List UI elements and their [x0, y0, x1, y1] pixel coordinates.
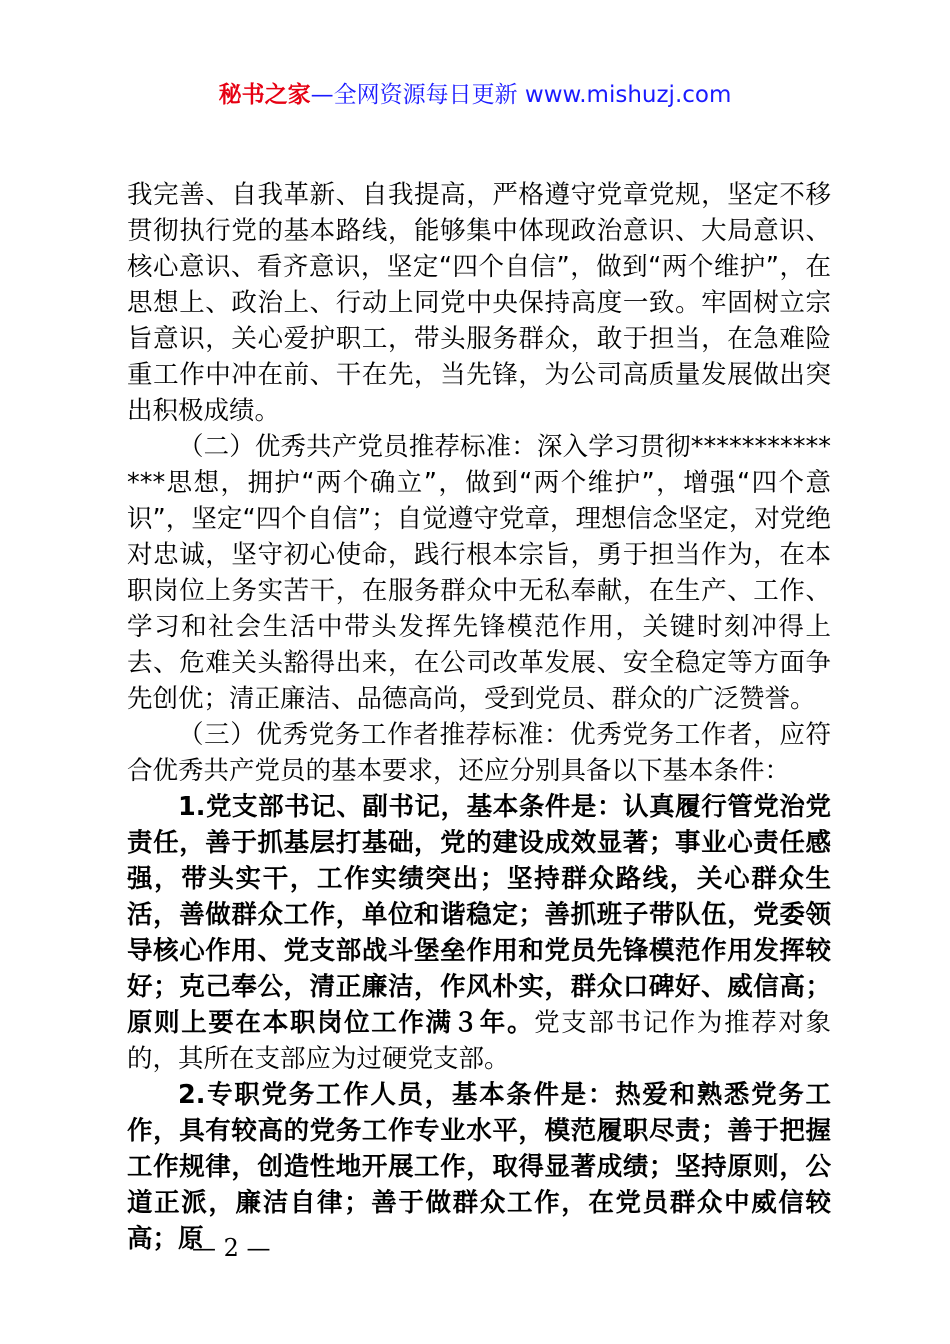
branch-secretary-bold-text: 1.党支部书记、副书记，基本条件是：认真履行管党治党责任，善于抓基层打基础，党的建设成效显著；事业心责任感强，带头实干，工作实绩突出；坚持群众路线，关心群众生活，善做群众工作，单位和谐稳定；善抓班子带队伍，党委领导核心作用、党支部战斗堡垒作用和党员先锋模范作用发挥较好；克己奉公，清正廉洁，作风朴实，群众口碑好、威信高；原则上要在本职岗位工作满３年。	[127, 792, 831, 1038]
paragraph-fulltime-staff-conditions: 2.专职党务工作人员，基本条件是：热爱和熟悉党务工作，具有较高的党务工作专业水平，模范履职尽责；善于把握工作规律，创造性地开展工作，取得显著成绩；坚持原则，公道正派，廉洁自律；善于做群众工作，在党员群众中威信较高；原	[127, 1080, 831, 1254]
paragraph-party-worker-standard: （三）优秀党务工作者推荐标准：优秀党务工作者，应符合优秀共产党员的基本要求，还应分别具备以下基本条件：	[127, 720, 831, 786]
site-banner	[0, 78, 950, 112]
paragraph-continuation: 我完善、自我革新、自我提高，严格遵守党章党规，坚定不移贯彻执行党的基本路线，能够集中体现政治意识、大局意识、核心意识、看齐意识，坚定“四个自信”，做到“两个维护”，在思想上、政治上、行动上同党中央保持高度一致。牢固树立宗旨意识，关心爱护职工，带头服务群众，敢于担当，在急难险重工作中冲在前、干在先，当先锋，为公司高质量发展做出突出积极成绩。	[127, 180, 831, 426]
document-body	[127, 177, 831, 1257]
branch-secretary-note: 党支部书记作为推荐对象的，其所在支部应为过硬党支部。	[127, 1008, 831, 1074]
paragraph-party-member-standard: （二）优秀共产党员推荐标准：深入学习贯彻**************思想，拥护“两个确立”，做到“两个维护”，增强“四个意识”，坚定“四个自信”；自觉遵守党章，理想信念坚定，对党绝对忠诚，坚守初心使命，践行根本宗旨，勇于担当作为，在本职岗位上务实苦干，在服务群众中无私奉献，在生产、工作、学习和社会生活中带头发挥先锋模范作用，关键时刻冲得上去、危难关头豁得出来，在公司改革发展、安全稳定等方面争先创优；清正廉洁、品德高尚，受到党员、群众的广泛赞誉。	[127, 432, 831, 714]
banner-tagline: —全网资源每日更新 www.mishuzj.com	[310, 82, 732, 108]
page-number: — 2 —	[192, 1234, 271, 1262]
banner-brand: 秘书之家	[218, 82, 311, 108]
paragraph-branch-secretary-conditions	[127, 789, 831, 1077]
